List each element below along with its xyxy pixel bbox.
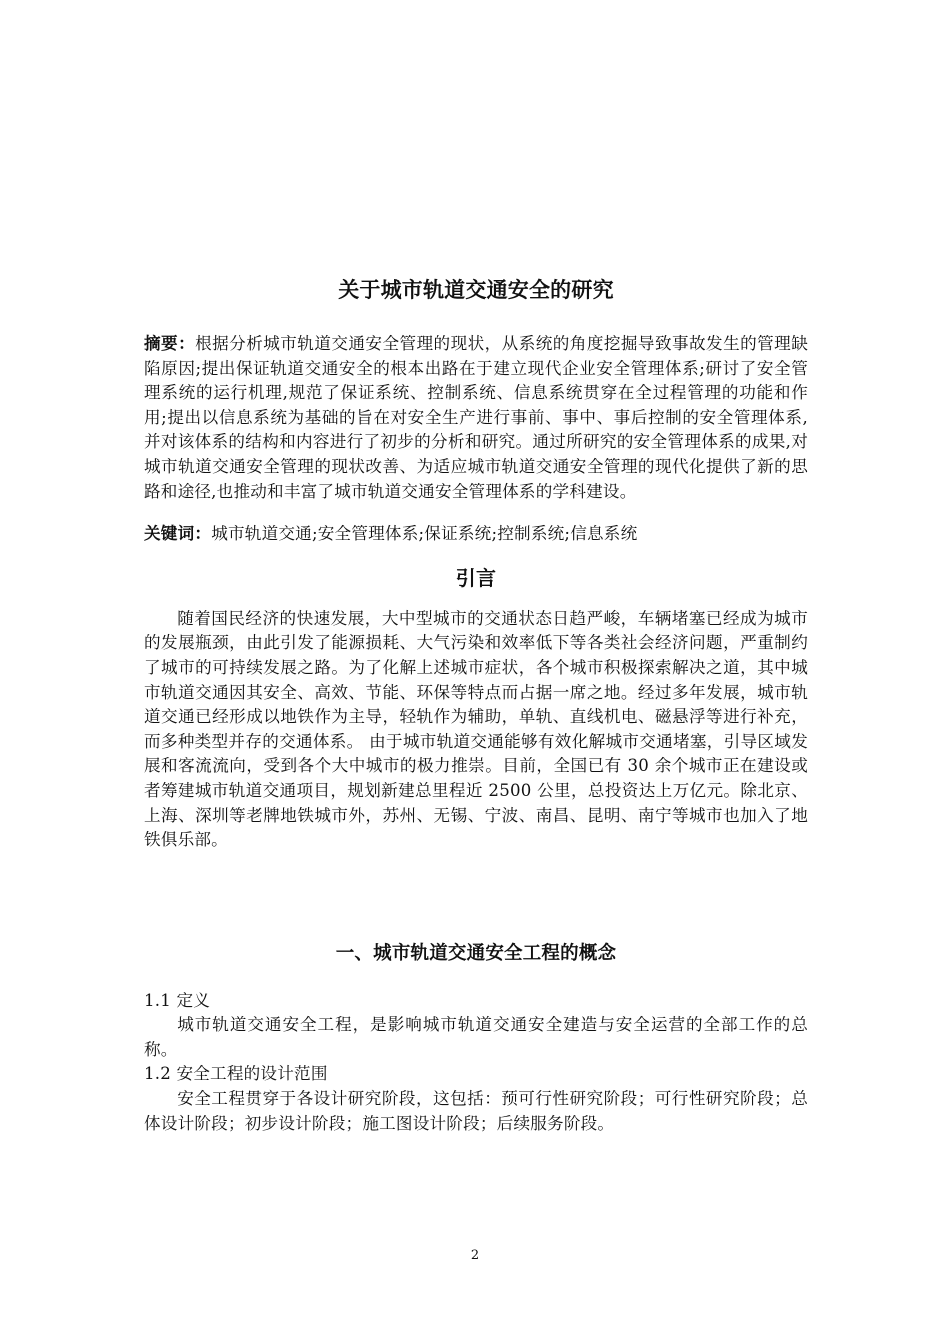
keywords xyxy=(144,522,808,547)
abstract-text: 根据分析城市轨道交通安全管理的现状，从系统的角度挖掘导致事故发生的管理缺陷原因;提出保证轨道交通安全的根本出路在于建立现代企业安全管理体系;研讨了安全管理系统的运行机理,规范了保证系统、控制系统、信息系统贯穿在全过程管理的功能和作用;提出以信息系统为基础的旨在对安全生产进行事前、事中、事后控制的安全管理体系,并对该体系的结构和内容进行了初步的分析和研究。通过所研究的安全管理体系的成果,对城市轨道交通安全管理的现状改善、为适应城市轨道交通安全管理的现代化提供了新的思路和途径,也推动和丰富了城市轨道交通安全管理体系的学科建设。 xyxy=(144,334,809,501)
abstract-label: 摘要： xyxy=(144,334,196,353)
subsection-1-1-text: 城市轨道交通安全工程，是影响城市轨道交通安全建造与安全运营的全部工作的总称。 xyxy=(144,1015,808,1059)
subsection-1-1-heading: 1.1 定义 xyxy=(144,990,211,1010)
page-number: 2 xyxy=(470,1248,480,1263)
subsection-1-2-text: 安全工程贯穿于各设计研究阶段，这包括：预可行性研究阶段；可行性研究阶段；总体设计阶段；初步设计阶段；施工图设计阶段；后续服务阶段。 xyxy=(144,1089,808,1133)
intro-paragraph: 随着国民经济的快速发展，大中型城市的交通状态日趋严峻，车辆堵塞已经成为城市的发展瓶颈，由此引发了能源损耗、大气污染和效率低下等各类社会经济问题，严重制约了城市的可持续发展之路。为了化解上述城市症状，各个城市积极探索解决之道，其中城市轨道交通因其安全、高效、节能、环保等特点而占据一席之地。经过多年发展，城市轨道交通已经形成以地铁作为主导，轻轨作为辅助，单轨、直线机电、磁悬浮等进行补充，而多种类型并存的交通体系。 由于城市轨道交通能够有效化解城市交通堵塞，引导区域发展和客流流向，受到各个大中城市的极力推崇。目前，全国已有 30 余个城市正在建设或者筹建城市轨道交通项目，规划新建总里程近 2500 公里，总投资达上万亿元。除北京、上海、深圳等老牌地铁城市外，苏州、无锡、宁波、南昌、昆明、南宁等城市也加入了地铁俱乐部。 xyxy=(144,608,808,850)
abstract xyxy=(144,332,808,504)
section-1-heading: 一、城市轨道交通安全工程的概念 xyxy=(335,942,617,964)
subsection-1-2-heading: 1.2 安全工程的设计范围 xyxy=(144,1064,328,1084)
document-title: 关于城市轨道交通安全的研究 xyxy=(338,278,614,302)
intro-heading: 引言 xyxy=(455,565,497,590)
page-content xyxy=(144,274,808,1136)
keywords-text: 城市轨道交通;安全管理体系;保证系统;控制系统;信息系统 xyxy=(211,524,638,544)
keywords-label: 关键词： xyxy=(144,524,212,544)
